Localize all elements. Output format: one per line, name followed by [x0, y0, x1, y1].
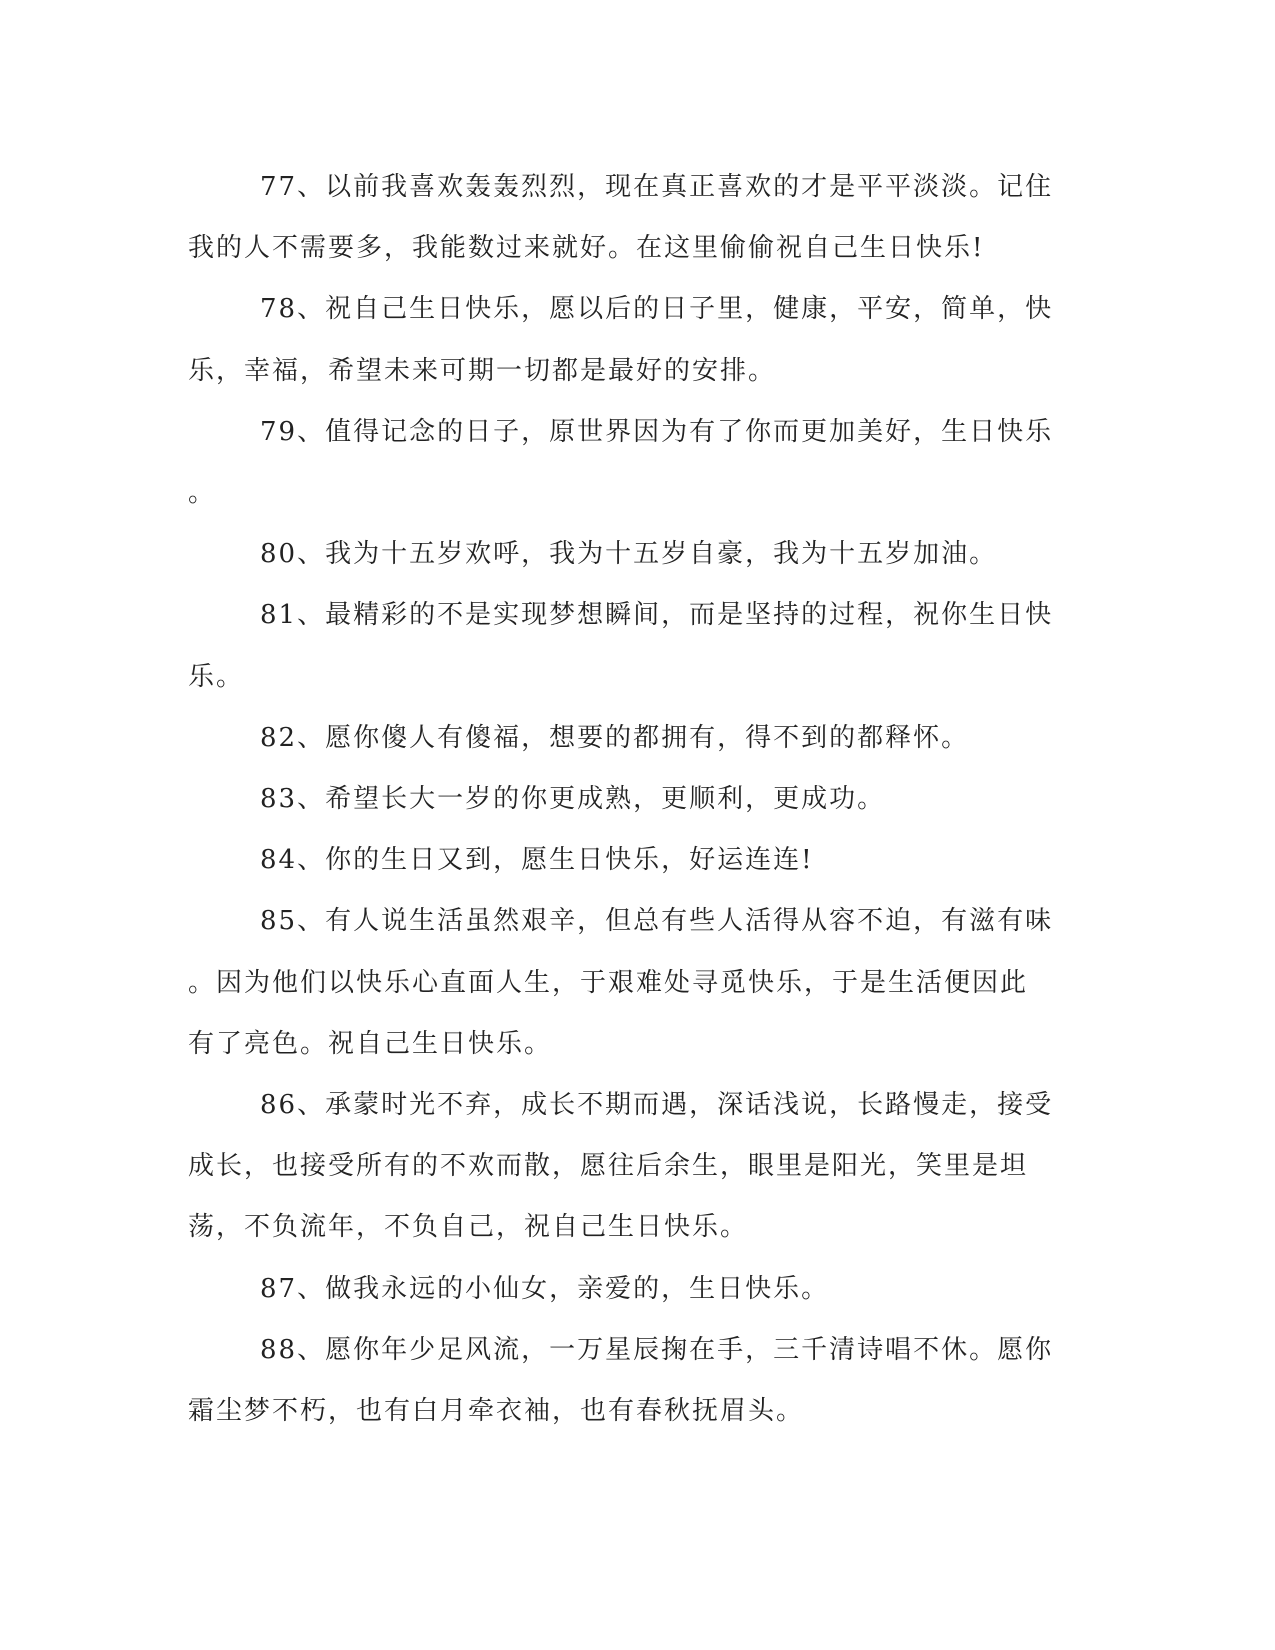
- text-line: 84、你的生日又到，愿生日快乐，好运连连!: [260, 845, 814, 876]
- text-line: 77、以前我喜欢轰轰烈烈，现在真正喜欢的才是平平淡淡。记住: [260, 172, 1054, 202]
- paragraph-84: [188, 830, 1068, 891]
- text-line: 85、有人说生活虽然艰辛，但总有些人活得从容不迫，有滋有味: [260, 906, 1054, 937]
- text-line: 88、愿你年少足风流，一万星辰掬在手，三千清诗唱不休。愿你: [260, 1334, 1054, 1365]
- text-line: 乐，幸福，希望未来可期一切都是最好的安排。: [188, 355, 777, 386]
- paragraph-79: [188, 402, 1068, 524]
- text-line: 有了亮色。祝自己生日快乐。: [188, 1028, 553, 1059]
- text-line: 86、承蒙时光不弃，成长不期而遇，深话浅说，长路慢走，接受: [260, 1090, 1054, 1121]
- paragraph-77: [188, 157, 1068, 279]
- paragraph-88: [188, 1320, 1068, 1442]
- paragraph-82: [188, 708, 1068, 769]
- text-line: 。因为他们以快乐心直面人生，于艰难处寻觅快乐，于是生活便因此: [188, 967, 1029, 998]
- paragraph-78: [188, 279, 1068, 401]
- paragraph-83: [188, 769, 1068, 830]
- text-line: 霜尘梦不朽，也有白月牵衣袖，也有春秋抚眉头。: [188, 1396, 805, 1427]
- text-line: 乐。: [188, 661, 245, 692]
- text-line: 78、祝自己生日快乐，愿以后的日子里，健康，平安，简单，快: [260, 294, 1054, 325]
- paragraph-85: [188, 891, 1068, 1075]
- text-line: 87、做我永远的小仙女，亲爱的，生日快乐。: [260, 1273, 830, 1304]
- paragraph-81: [188, 585, 1068, 707]
- text-line: 荡，不负流年，不负自己，祝自己生日快乐。: [188, 1212, 749, 1243]
- text-line: 82、愿你傻人有傻福，想要的都拥有，得不到的都释怀。: [260, 722, 970, 753]
- document-body: [188, 157, 1068, 1442]
- text-line: 79、值得记念的日子，原世界因为有了你而更加美好，生日快乐: [260, 416, 1054, 447]
- text-line: 81、最精彩的不是实现梦想瞬间，而是坚持的过程，祝你生日快: [260, 600, 1054, 631]
- text-line: 80、我为十五岁欢呼，我为十五岁自豪，我为十五岁加油。: [260, 539, 998, 570]
- text-line: 成长，也接受所有的不欢而散，愿往后余生，眼里是阳光，笑里是坦: [188, 1151, 1029, 1182]
- text-line: 。: [188, 478, 217, 509]
- paragraph-87: [188, 1259, 1068, 1320]
- text-line: 83、希望长大一岁的你更成熟，更顺利，更成功。: [260, 784, 886, 815]
- text-line: 我的人不需要多，我能数过来就好。在这里偷偷祝自己生日快乐!: [188, 233, 985, 264]
- paragraph-80: [188, 524, 1068, 585]
- paragraph-86: [188, 1075, 1068, 1259]
